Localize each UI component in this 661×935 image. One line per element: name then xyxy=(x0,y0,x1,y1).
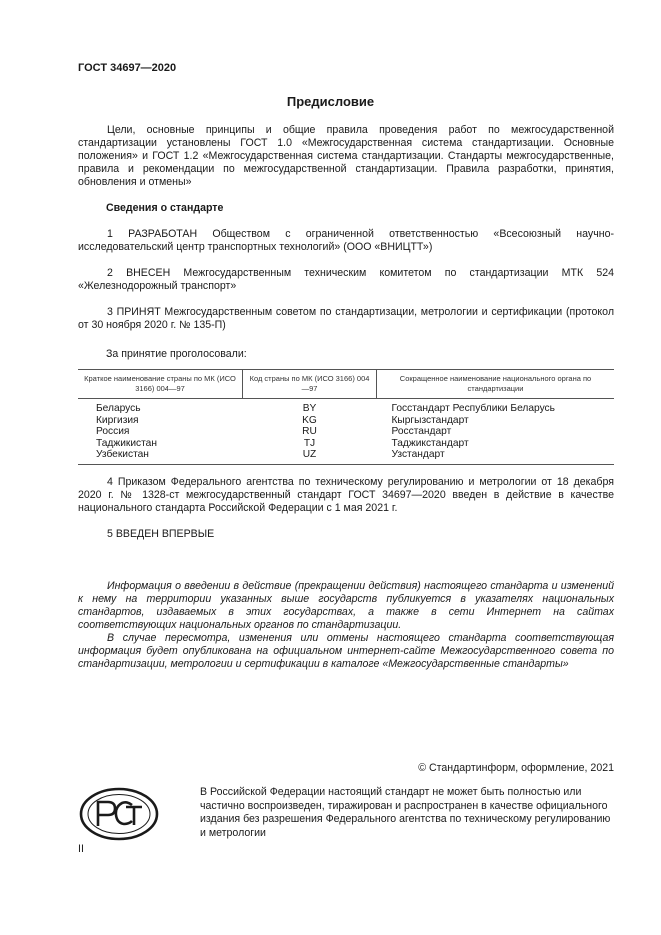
item-introduced xyxy=(78,267,614,293)
table-header-body: Сокращенное наименование национального органа по стандартизации xyxy=(377,370,615,399)
item-adopted xyxy=(78,306,614,332)
country-code: BY xyxy=(302,403,317,414)
country-name: Россия xyxy=(96,426,130,438)
item-order xyxy=(78,476,614,515)
table-row xyxy=(78,426,614,438)
copyright-line: © Стандартинформ, оформление, 2021 xyxy=(418,762,614,774)
info-block xyxy=(78,580,614,671)
country-name: Узбекистан xyxy=(78,449,243,464)
item-developed xyxy=(78,228,614,254)
standards-body: Госстандарт Республики Беларусь xyxy=(391,403,555,414)
voted-label: За принятие проголосовали: xyxy=(106,348,247,360)
country-name: Киргизия xyxy=(96,414,139,426)
table-row xyxy=(78,449,614,464)
info-paragraph-2: В случае пересмотра, изменения или отмены настоящего стандарта соответствующая информация будет опубликована на официальном интернет-сайте Межгосударственного совета по стандартизации, метрологии и сертификации в каталоге «Межгосударственные стандарты» xyxy=(78,632,614,670)
table-row xyxy=(78,399,614,415)
item-adopted-text: 3 ПРИНЯТ Межгосударственным советом по стандартизации, метрологии и сертификации (протокол от 30 ноября 2020 г. № 135-П) xyxy=(78,306,614,331)
standards-body: Узстандарт xyxy=(377,449,615,464)
country-code: UZ xyxy=(243,449,377,464)
document-code: ГОСТ 34697—2020 xyxy=(78,62,177,74)
table-row xyxy=(78,415,614,427)
legal-notice: В Российской Федерации настоящий стандарт не может быть полностью или частично воспроизведен, тиражирован и распространен в качестве официального издания без разрешения Федерального агентства по техническому регулированию и метрологии xyxy=(200,786,611,839)
country-name: Таджикистан xyxy=(96,437,157,449)
country-code: KG xyxy=(302,414,317,426)
info-paragraph-1: Информация о введении в действие (прекращении действия) настоящего стандарта и изменений к нему на территории указанных выше государств публикуется в указателях национальных стандартов, издаваемых в этих государствах, а также в сети Интернет на сайтах соответствующих национальных органов по стандартизации. xyxy=(78,580,614,631)
standards-body: Таджикстандарт xyxy=(391,437,469,449)
item-first-text: 5 ВВЕДЕН ВПЕРВЫЕ xyxy=(107,528,215,540)
item-introduced-text: 2 ВНЕСЕН Межгосударственным техническим комитетом по стандартизации МТК 524 «Железнодорожный транспорт» xyxy=(78,267,614,292)
section-subtitle: Сведения о стандарте xyxy=(106,202,224,214)
intro-text: Цели, основные принципы и общие правила проведения работ по межгосударственной стандартизации установлены ГОСТ 1.0 «Межгосударственная система стандартизации. Основные положения» и ГОСТ 1.2 «Межгосударственная система стандартизации. Стандарты межгосударственные, правила и рекомендации по межгосударственной стандартизации. Правила разработки, принятия, обновления и отмены» xyxy=(78,124,614,188)
table-header-code: Код страны по МК (ИСО 3166) 004—97 xyxy=(243,370,377,399)
page-title: Предисловие xyxy=(286,94,375,109)
table-row xyxy=(78,438,614,450)
country-code: RU xyxy=(302,426,317,438)
standards-body: Росстандарт xyxy=(391,426,452,438)
item-order-text: 4 Приказом Федерального агентства по техническому регулированию и метрологии от 18 декабря 2020 г. № 1328-ст межгосударственный стандарт ГОСТ 34697—2020 введен в действие в качестве национального стандарта Российской Федерации с 1 мая 2021 г. xyxy=(78,476,614,514)
standards-body: Кыргызстандарт xyxy=(391,414,469,426)
rst-logo-icon xyxy=(78,786,160,842)
table-header-country: Краткое наименование страны по МК (ИСО 3166) 004—97 xyxy=(78,370,243,399)
page-number: II xyxy=(78,843,84,855)
country-code: TJ xyxy=(303,437,316,449)
item-developed-text: 1 РАЗРАБОТАН Обществом с ограниченной ответственностью «Всесоюзный научно-исследовательский центр транспортных технологий» (ООО «ВНИЦТТ») xyxy=(78,228,614,253)
country-name: Беларусь xyxy=(96,403,141,414)
table-header-row xyxy=(78,370,614,399)
voting-table xyxy=(78,369,614,465)
item-first xyxy=(78,528,614,541)
intro-paragraph xyxy=(78,124,614,189)
